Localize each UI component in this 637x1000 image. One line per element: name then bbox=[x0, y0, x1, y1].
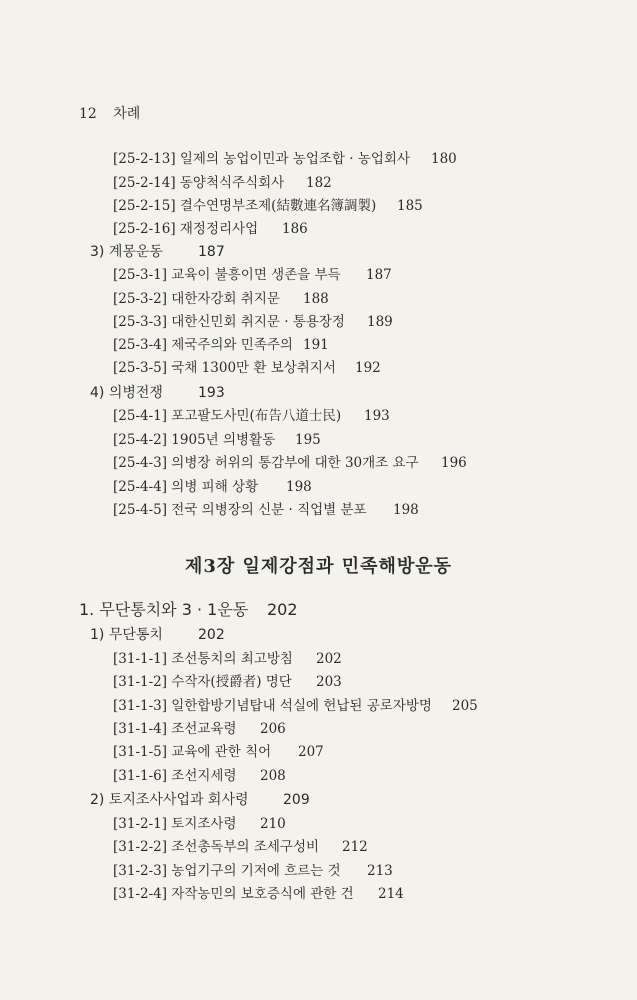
toc-page: 196 bbox=[441, 455, 467, 471]
toc-page: 212 bbox=[342, 839, 368, 855]
part-page: 202 bbox=[267, 600, 298, 619]
toc-page: 185 bbox=[397, 198, 423, 214]
toc-entry: [31-1-3] 일한합방기념탑내 석실에 헌납된 공로자방명 205 bbox=[113, 698, 478, 714]
toc-entry: [31-2-3] 농업기구의 기저에 흐르는 것 213 bbox=[113, 863, 393, 879]
toc-page: 210 bbox=[260, 816, 286, 832]
toc-entry: [25-2-13] 일제의 농업이민과 농업조합 · 농업회사 180 bbox=[113, 151, 457, 167]
part-heading: 1. 무단통치와 3 · 1운동 202 bbox=[79, 600, 298, 619]
toc-entry: [31-2-4] 자작농민의 보호증식에 관한 건 214 bbox=[113, 886, 404, 902]
toc-page: 188 bbox=[303, 291, 329, 307]
toc-entry: [25-3-2] 대한자강회 취지문 188 bbox=[113, 291, 329, 307]
toc-page: 195 bbox=[295, 432, 321, 448]
toc-page: 186 bbox=[282, 221, 308, 237]
toc-entry: [25-4-4] 의병 피해 상황 198 bbox=[113, 479, 312, 495]
toc-entry: [31-2-1] 토지조사령 210 bbox=[113, 816, 286, 832]
running-header bbox=[79, 103, 152, 123]
section-page: 187 bbox=[198, 244, 225, 260]
toc-page: 207 bbox=[298, 744, 324, 760]
toc-page: 182 bbox=[306, 175, 332, 191]
chapter-title: 제3장 일제강점과 민족해방운동 bbox=[184, 556, 453, 577]
section-page: 193 bbox=[198, 385, 225, 401]
toc-entry: [25-2-15] 결수연명부조제(結數連名簿調製) 185 bbox=[113, 198, 423, 214]
toc-page: 193 bbox=[364, 408, 390, 424]
toc-entry: [25-2-14] 동양척식주식회사 182 bbox=[113, 175, 332, 191]
header-title: 차례 bbox=[113, 106, 141, 122]
toc-entry: [31-1-2] 수작자(授爵者) 명단 203 bbox=[113, 674, 342, 690]
section-page: 209 bbox=[283, 792, 310, 808]
toc-entry: [25-4-3] 의병장 허위의 통감부에 대한 30개조 요구 196 bbox=[113, 455, 467, 471]
toc-entry: [25-4-2] 1905년 의병활동 195 bbox=[113, 432, 321, 448]
toc-page: 189 bbox=[367, 314, 393, 330]
toc-page: 198 bbox=[286, 479, 312, 495]
section-heading: 1) 무단통치 202 bbox=[90, 627, 225, 643]
toc-page: 203 bbox=[316, 674, 342, 690]
toc-entry: [31-1-5] 교육에 관한 칙어 207 bbox=[113, 744, 324, 760]
section-page: 202 bbox=[198, 627, 225, 643]
toc-page: 214 bbox=[378, 886, 404, 902]
toc-entry: [31-1-4] 조선교육령 206 bbox=[113, 721, 286, 737]
section-heading: 2) 토지조사사업과 회사령 209 bbox=[90, 792, 310, 808]
toc-entry: [31-2-2] 조선총독부의 조세구성비 212 bbox=[113, 839, 368, 855]
section-heading: 3) 계몽운동 187 bbox=[90, 244, 225, 260]
toc-entry: [25-3-5] 국채 1300만 환 보상취지서 192 bbox=[113, 360, 381, 376]
toc-page: 205 bbox=[452, 698, 478, 714]
toc-page: 191 bbox=[303, 337, 329, 353]
toc-page: 180 bbox=[431, 151, 457, 167]
toc-page: 192 bbox=[355, 360, 381, 376]
page-number: 12 bbox=[79, 106, 97, 122]
toc-entry: [31-1-6] 조선지세령 208 bbox=[113, 768, 286, 784]
section-heading: 4) 의병전쟁 193 bbox=[90, 385, 225, 401]
toc-page: 206 bbox=[260, 721, 286, 737]
toc-entry: [25-3-1] 교육이 불흥이면 생존을 부득 187 bbox=[113, 267, 392, 283]
toc-entry: [25-3-3] 대한신민회 취지문 · 통용장정 189 bbox=[113, 314, 393, 330]
toc-page: 187 bbox=[366, 267, 392, 283]
toc-page: 202 bbox=[316, 651, 342, 667]
toc-entry: [25-2-16] 재정정리사업 186 bbox=[113, 221, 308, 237]
toc-entry: [31-1-1] 조선통치의 최고방침 202 bbox=[113, 651, 342, 667]
toc-entry: [25-4-5] 전국 의병장의 신분 · 직업별 분포 198 bbox=[113, 502, 419, 518]
toc-page: 213 bbox=[367, 863, 393, 879]
toc-page: 208 bbox=[260, 768, 286, 784]
toc-entry: [25-3-4] 제국주의와 민족주의 191 bbox=[113, 337, 329, 353]
toc-entry: [25-4-1] 포고팔도사민(布告八道士民) 193 bbox=[113, 408, 390, 424]
toc-page: 198 bbox=[393, 502, 419, 518]
